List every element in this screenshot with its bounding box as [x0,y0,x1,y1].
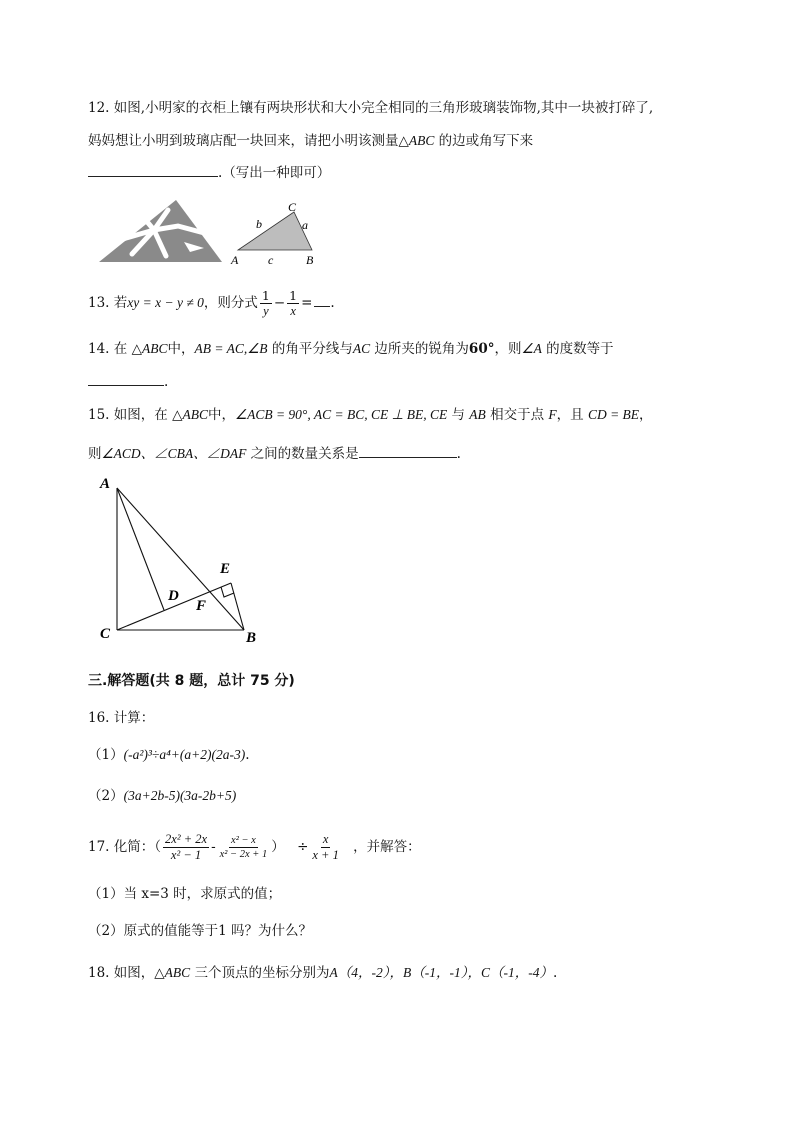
broken-glass-figure [96,196,226,268]
q13-condition: xy = x − y ≠ 0 [127,295,204,310]
q14-text: 边所夹的锐角为 [370,341,469,357]
q17-label: 化简：（ [113,839,162,855]
triangle-abc-figure [226,200,322,268]
q16-line [88,708,154,728]
label-B: B [246,630,257,646]
q15-text: ，且 [556,407,588,423]
frac-num: x² − x [231,835,256,846]
equals-sign: = [301,295,313,311]
segment-ab [117,488,244,630]
q16-part1 [88,745,250,765]
q16-expr2: (3a+2b-5)(3a-2b+5) [123,788,237,803]
q15-text: 如图，在 △ [113,407,183,423]
q14-number: 14. [88,341,110,357]
q15-text: 中， [207,407,235,423]
label-A: A [100,476,111,492]
fraction-3 [310,832,340,863]
q15-line2 [88,443,461,464]
frac-den: y [263,304,269,318]
q13-mid: ，则分式 [203,295,258,311]
part-label: （2） [88,788,124,804]
q12-line1 [88,98,653,118]
q14-end: . [164,374,169,390]
fraction-1-over-x [287,288,299,319]
q15-condition: ∠ACB = 90°, AC = BC, CE ⊥ BE, CE [234,407,448,422]
fraction-1-over-y [260,288,272,319]
frac-num: 1 [289,288,298,303]
q14-text: 的角平分线与 [267,341,353,357]
q15-point-f: F [548,407,557,422]
fraction-2 [218,834,270,861]
fraction-1 [163,832,209,863]
q14-condition: AB = AC,∠B [194,341,268,356]
q18-text: 如图，△ [113,965,165,981]
minus-sign: - [211,839,216,855]
q14-line1 [88,339,614,359]
q14-degree: 60° [468,341,495,357]
label-E: E [220,561,231,577]
minus-sign: − [273,295,286,311]
label-A: A [231,253,239,267]
q12-text2: 妈妈想让小明到玻璃店配一块回来，请把小明该测量 [88,133,399,149]
q15-text: 相交于点 [485,407,549,423]
q15-text: 则 [88,446,102,462]
q16-label: 计算： [113,710,155,726]
q13-prefix: 若 [113,295,128,311]
q17-line [88,828,421,866]
q15-end: . [456,446,461,462]
q12-line2 [88,131,533,151]
answer-blank[interactable] [88,371,164,386]
triangle-abc [238,212,312,250]
q14-ac: AC [352,341,371,356]
q15-cd-be: CD = BE [587,407,640,422]
q14-angle-a: ∠A [521,341,542,356]
q15-geometry-figure [96,470,268,650]
frac-den: x² − 2x + 1 [219,849,268,860]
q12-text: 如图,小明家的衣柜上镶有两块形状和大小完全相同的三角形玻璃装饰物,其中一块被打碎了, [113,100,654,116]
q15-text: ， [639,407,653,423]
q16-expr1: (-a²)³÷a⁴+(a+2)(2a-3) [123,747,246,762]
q17-number: 17. [88,839,110,855]
q15-text: 与 [447,407,470,423]
triangle-symbol: △ [398,133,409,149]
q16-end: . [245,747,250,763]
frac-den: x² − 1 [170,848,202,862]
label-B: B [306,253,314,267]
label-b: b [256,217,262,231]
q17-part1: （1）当 x=3 时，求原式的值； [88,886,282,902]
q15-line1 [88,405,653,425]
q15-angles: ∠ACD、∠CBA、∠DAF [101,446,247,461]
frac-den: x [290,304,296,318]
q17-tail: ，并解答： [353,839,421,855]
q13-line [88,286,335,320]
q12-line3 [88,162,330,183]
q13-end: . [330,295,335,311]
frac-num: 1 [261,288,270,303]
close-paren: ） [271,839,285,855]
q18-number: 18. [88,965,110,981]
q18-abc: ABC [164,965,191,980]
q15-ab: AB [469,407,486,422]
answer-blank[interactable] [314,292,330,307]
q14-text: 的度数等于 [541,341,614,357]
q15-abc: ABC [182,407,208,422]
label-C: C [100,626,111,642]
q18-line [88,963,557,983]
label-D: D [168,588,179,604]
frac-num: 2x² + 2x [165,832,208,846]
label-C: C [288,200,297,214]
part-label: （1） [88,747,124,763]
q17-part2: （2）原式的值能等于1 吗？为什么？ [88,923,312,939]
q18-text: 三个顶点的坐标分别为 [190,965,330,981]
q12-hint: .（写出一种即可） [218,165,331,181]
q18-end: . [552,965,558,981]
answer-blank[interactable] [359,443,457,458]
answer-blank[interactable] [88,162,218,177]
frac-den: x + 1 [312,848,339,862]
q14-text: 在 △ [113,341,142,357]
q15-number: 15. [88,407,110,423]
frac-num: x [322,832,329,846]
q14-text: 中， [167,341,195,357]
q13-number: 13. [88,295,110,311]
q14-line2 [88,371,168,392]
q12-number: 12. [88,100,110,116]
label-F: F [196,598,207,614]
label-a: a [302,218,308,232]
q16-number: 16. [88,710,110,726]
divide-sign: ÷ [297,839,309,855]
q14-text: ，则 [494,341,522,357]
q15-text: 之间的数量关系是 [246,446,359,462]
q14-abc: ABC [141,341,168,356]
segment-ad [117,488,164,610]
section-heading: 三.解答题(共 8 题，总计 75 分) [88,673,295,689]
q12-text3: 的边或角写下来 [434,133,534,149]
q18-coords: A（4，-2），B（-1，-1），C（-1，-4） [329,965,553,980]
label-c: c [268,253,274,267]
q12-abc: ABC [408,133,435,148]
q16-part2 [88,786,236,806]
